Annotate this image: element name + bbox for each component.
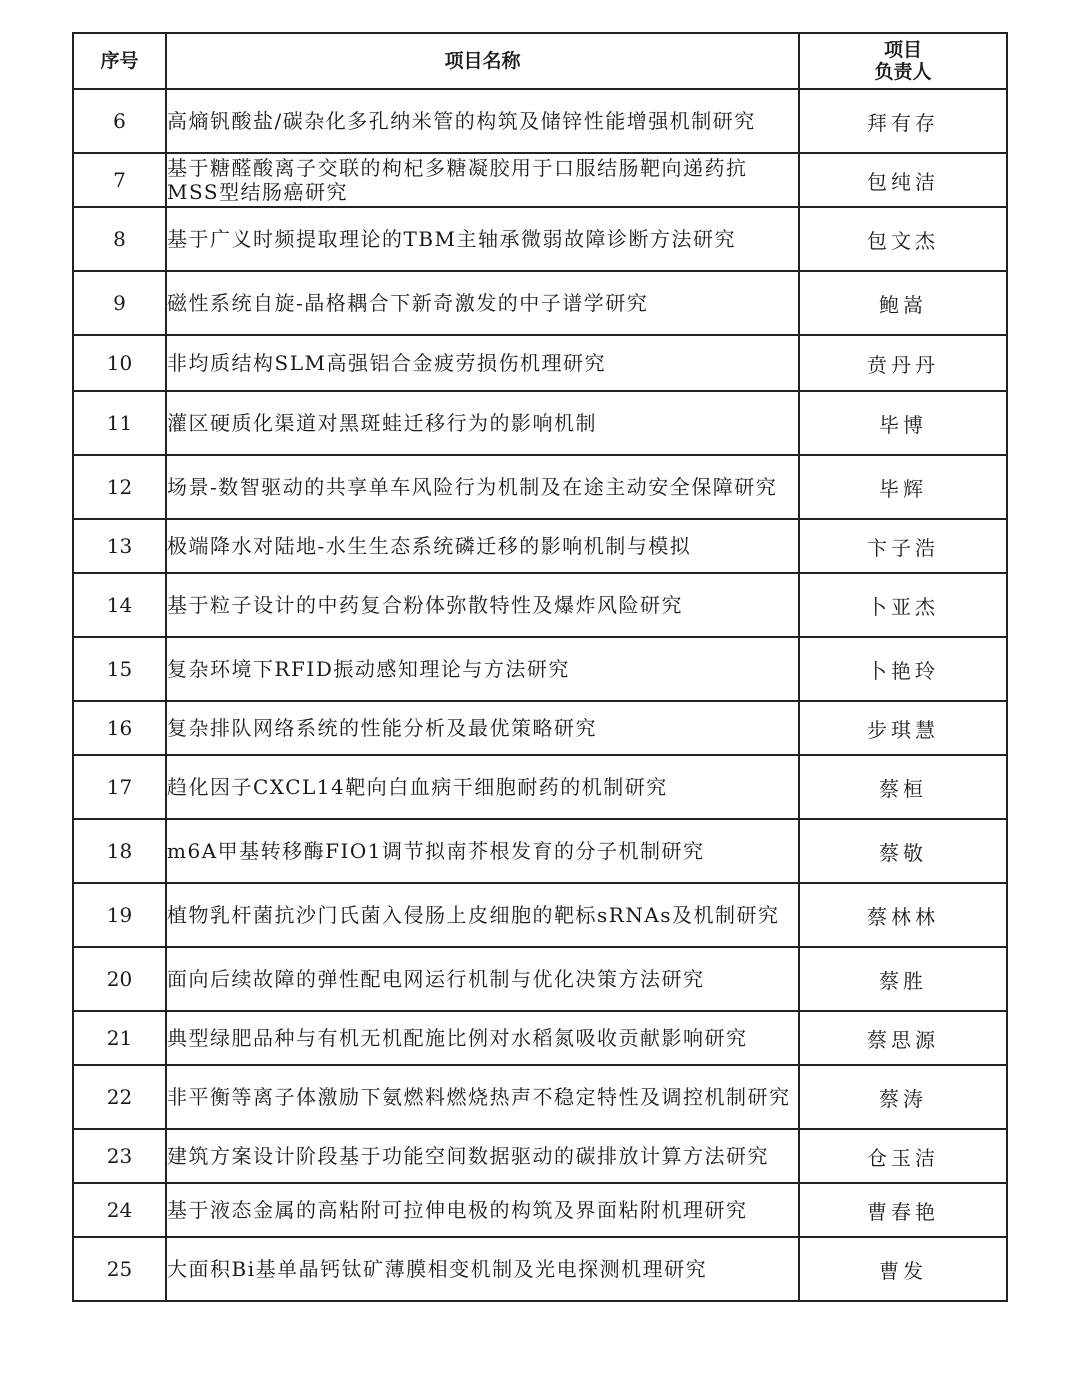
cell-project-name: 灌区硬质化渠道对黑斑蛙迁移行为的影响机制 bbox=[166, 391, 799, 455]
table-row bbox=[73, 89, 1007, 153]
table-row bbox=[73, 573, 1007, 637]
cell-project-name: 极端降水对陆地-水生生态系统磷迁移的影响机制与模拟 bbox=[166, 519, 799, 573]
cell-project-name: 复杂排队网络系统的性能分析及最优策略研究 bbox=[166, 701, 799, 755]
cell-serial-number: 13 bbox=[73, 519, 166, 573]
cell-project-owner: 包文杰 bbox=[799, 207, 1007, 271]
cell-project-owner: 曹春艳 bbox=[799, 1183, 1007, 1237]
cell-serial-number: 6 bbox=[73, 89, 166, 153]
cell-serial-number: 25 bbox=[73, 1237, 166, 1301]
cell-project-owner: 蔡涛 bbox=[799, 1065, 1007, 1129]
header-owner-line1: 项目 bbox=[883, 39, 922, 61]
cell-project-name: 复杂环境下RFID振动感知理论与方法研究 bbox=[166, 637, 799, 701]
cell-project-name: 基于广义时频提取理论的TBM主轴承微弱故障诊断方法研究 bbox=[166, 207, 799, 271]
cell-project-name: 植物乳杆菌抗沙门氏菌入侵肠上皮细胞的靶标sRNAs及机制研究 bbox=[166, 883, 799, 947]
table-row bbox=[73, 1011, 1007, 1065]
cell-project-name: 非均质结构SLM高强铝合金疲劳损伤机理研究 bbox=[166, 335, 799, 391]
cell-project-name: 非平衡等离子体激励下氨燃料燃烧热声不稳定特性及调控机制研究 bbox=[166, 1065, 799, 1129]
cell-serial-number: 20 bbox=[73, 947, 166, 1011]
cell-project-owner: 贲丹丹 bbox=[799, 335, 1007, 391]
cell-serial-number: 10 bbox=[73, 335, 166, 391]
cell-project-owner: 毕辉 bbox=[799, 455, 1007, 519]
table-row bbox=[73, 1065, 1007, 1129]
cell-project-name: 基于液态金属的高粘附可拉伸电极的构筑及界面粘附机理研究 bbox=[166, 1183, 799, 1237]
header-project-owner bbox=[799, 33, 1007, 89]
table-row bbox=[73, 1129, 1007, 1183]
cell-serial-number: 17 bbox=[73, 755, 166, 819]
cell-project-owner: 鲍嵩 bbox=[799, 271, 1007, 335]
cell-serial-number: 15 bbox=[73, 637, 166, 701]
cell-project-name: 场景-数智驱动的共享单车风险行为机制及在途主动安全保障研究 bbox=[166, 455, 799, 519]
table-row bbox=[73, 335, 1007, 391]
cell-project-name: 基于粒子设计的中药复合粉体弥散特性及爆炸风险研究 bbox=[166, 573, 799, 637]
table-header-row bbox=[73, 33, 1007, 89]
cell-project-owner: 包纯洁 bbox=[799, 153, 1007, 207]
table-body bbox=[73, 89, 1007, 1301]
table-row bbox=[73, 1237, 1007, 1301]
cell-project-owner: 步琪慧 bbox=[799, 701, 1007, 755]
table-row bbox=[73, 701, 1007, 755]
cell-serial-number: 19 bbox=[73, 883, 166, 947]
cell-project-owner: 蔡桓 bbox=[799, 755, 1007, 819]
cell-project-name: 基于糖醛酸离子交联的枸杞多糖凝胶用于口服结肠靶向递药抗MSS型结肠癌研究 bbox=[166, 153, 799, 207]
cell-serial-number: 7 bbox=[73, 153, 166, 207]
cell-serial-number: 11 bbox=[73, 391, 166, 455]
table-row bbox=[73, 271, 1007, 335]
cell-project-name: 典型绿肥品种与有机无机配施比例对水稻氮吸收贡献影响研究 bbox=[166, 1011, 799, 1065]
table-row bbox=[73, 947, 1007, 1011]
cell-project-owner: 蔡林林 bbox=[799, 883, 1007, 947]
cell-serial-number: 16 bbox=[73, 701, 166, 755]
cell-project-name: 建筑方案设计阶段基于功能空间数据驱动的碳排放计算方法研究 bbox=[166, 1129, 799, 1183]
cell-project-owner: 蔡思源 bbox=[799, 1011, 1007, 1065]
table-row bbox=[73, 819, 1007, 883]
cell-serial-number: 12 bbox=[73, 455, 166, 519]
cell-serial-number: 21 bbox=[73, 1011, 166, 1065]
table-row bbox=[73, 637, 1007, 701]
cell-project-name: 高熵钒酸盐/碳杂化多孔纳米管的构筑及储锌性能增强机制研究 bbox=[166, 89, 799, 153]
project-table bbox=[72, 32, 1008, 1302]
cell-serial-number: 9 bbox=[73, 271, 166, 335]
cell-project-name: 面向后续故障的弹性配电网运行机制与优化决策方法研究 bbox=[166, 947, 799, 1011]
cell-project-owner: 仓玉洁 bbox=[799, 1129, 1007, 1183]
table-row bbox=[73, 1183, 1007, 1237]
cell-project-name: m6A甲基转移酶FIO1调节拟南芥根发育的分子机制研究 bbox=[166, 819, 799, 883]
cell-project-name: 磁性系统自旋-晶格耦合下新奇激发的中子谱学研究 bbox=[166, 271, 799, 335]
table-row bbox=[73, 391, 1007, 455]
cell-project-owner: 毕博 bbox=[799, 391, 1007, 455]
cell-serial-number: 14 bbox=[73, 573, 166, 637]
cell-project-owner: 拜有存 bbox=[799, 89, 1007, 153]
cell-project-owner: 卞子浩 bbox=[799, 519, 1007, 573]
cell-project-owner: 蔡敬 bbox=[799, 819, 1007, 883]
cell-project-owner: 卜亚杰 bbox=[799, 573, 1007, 637]
table-row bbox=[73, 519, 1007, 573]
cell-serial-number: 18 bbox=[73, 819, 166, 883]
header-serial-number: 序号 bbox=[73, 33, 166, 89]
cell-serial-number: 8 bbox=[73, 207, 166, 271]
table-row bbox=[73, 207, 1007, 271]
header-project-name: 项目名称 bbox=[166, 33, 799, 89]
cell-project-owner: 卜艳玲 bbox=[799, 637, 1007, 701]
cell-serial-number: 24 bbox=[73, 1183, 166, 1237]
cell-serial-number: 23 bbox=[73, 1129, 166, 1183]
table-row bbox=[73, 455, 1007, 519]
table-row bbox=[73, 883, 1007, 947]
cell-project-owner: 蔡胜 bbox=[799, 947, 1007, 1011]
cell-project-name: 大面积Bi基单晶钙钛矿薄膜相变机制及光电探测机理研究 bbox=[166, 1237, 799, 1301]
cell-project-name: 趋化因子CXCL14靶向白血病干细胞耐药的机制研究 bbox=[166, 755, 799, 819]
table-row bbox=[73, 153, 1007, 207]
header-owner-line2: 负责人 bbox=[874, 61, 932, 83]
table-row bbox=[73, 755, 1007, 819]
cell-project-owner: 曹发 bbox=[799, 1237, 1007, 1301]
cell-serial-number: 22 bbox=[73, 1065, 166, 1129]
